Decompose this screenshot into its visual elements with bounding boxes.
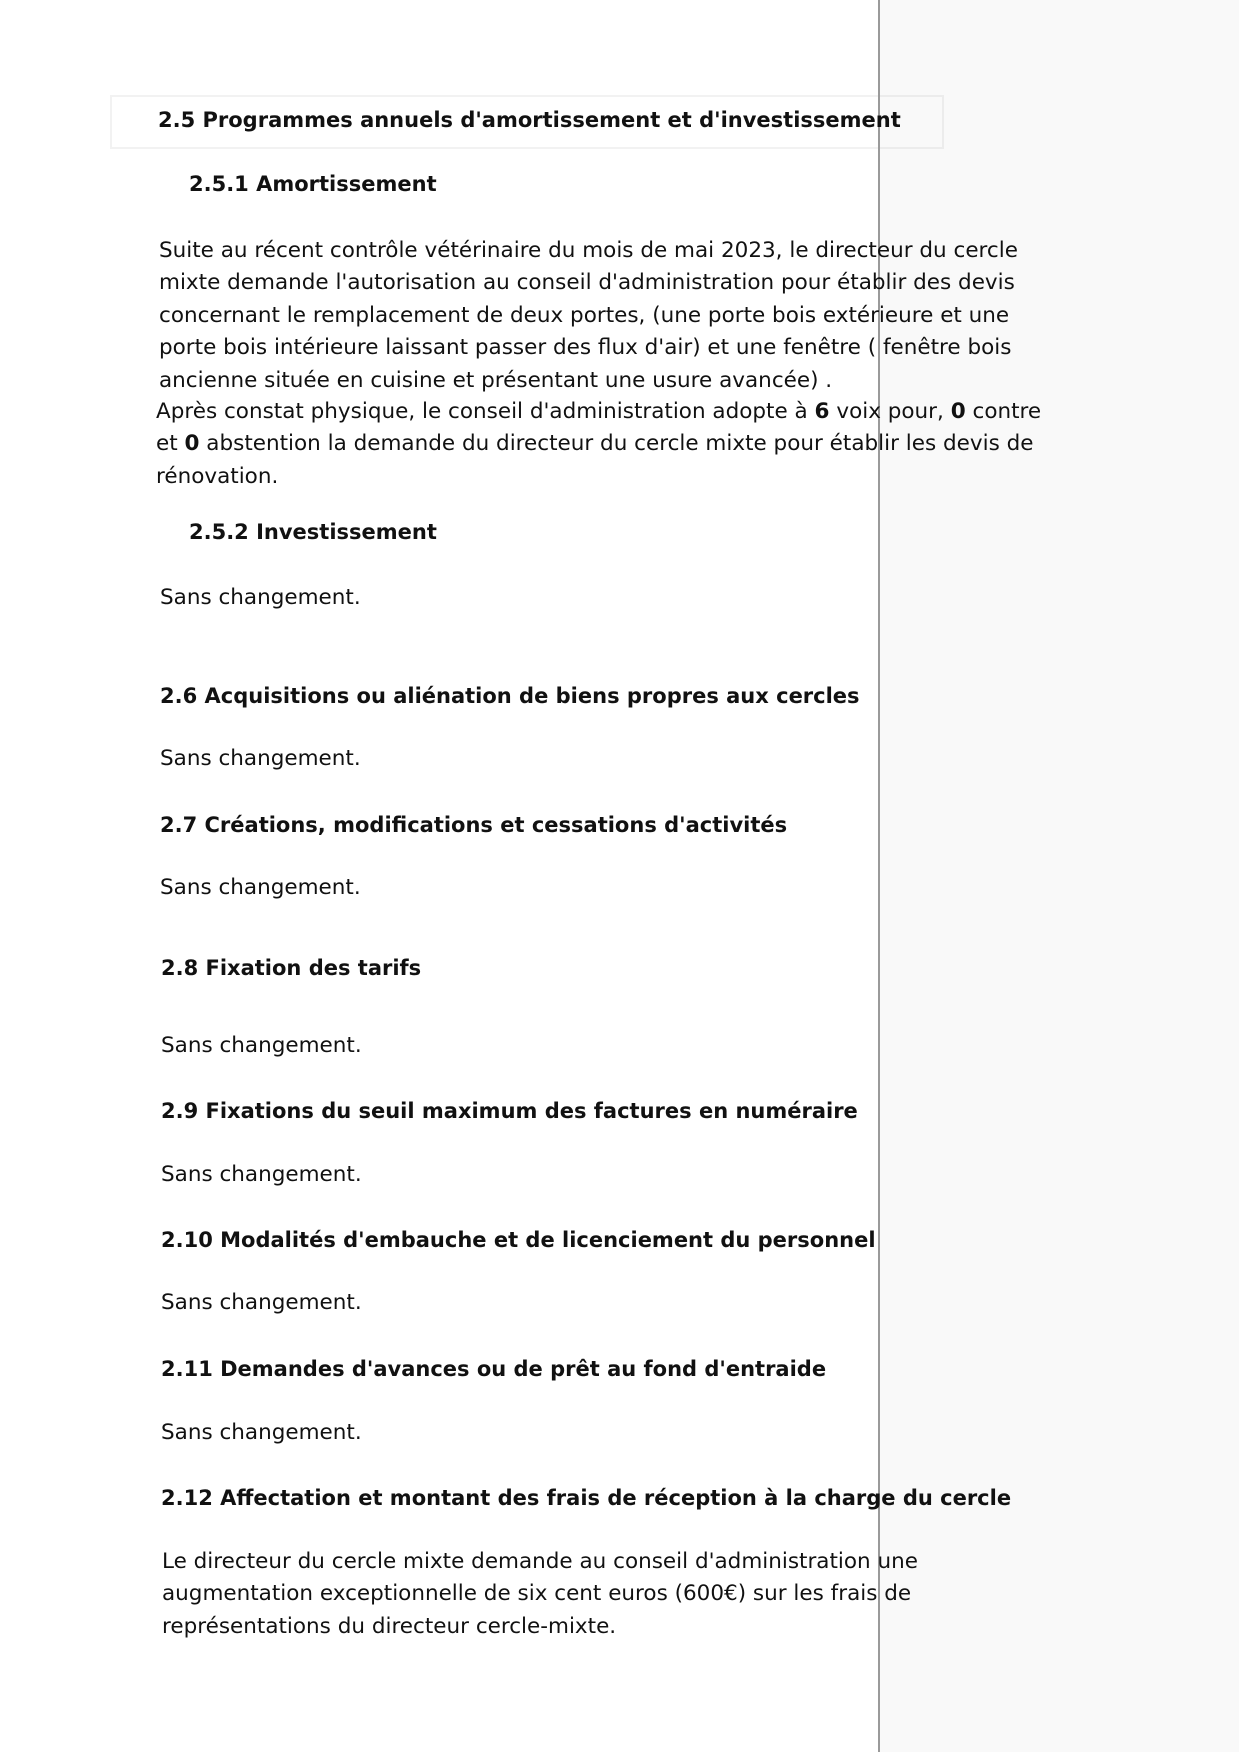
section-2-5-1-title: 2.5.1 Amortissement xyxy=(189,172,437,196)
section-2-5-2-body: Sans changement. xyxy=(160,585,361,610)
section-2-5-1-paragraph-1: Suite au récent contrôle vétérinaire du mois de mai 2023, le directeur du cercle mixte demande l'autorisation au conseil d'administration pour établir des devis concernant le remplacement de deux portes, (une porte bois extérieure et une porte bois intérieure laissant passer des flux d'air) et une fenêtre ( fenêtre bois ancienne située en cuisine et présentant une usure avancée) . xyxy=(159,238,1018,393)
section-2-10-body: Sans changement. xyxy=(161,1290,362,1315)
section-2-10-title: 2.10 Modalités d'embauche et de licenciement du personnel xyxy=(161,1228,876,1252)
section-2-8-title: 2.8 Fixation des tarifs xyxy=(161,956,422,980)
section-2-11-body: Sans changement. xyxy=(161,1420,362,1445)
section-2-7-title: 2.7 Créations, modifications et cessations d'activités xyxy=(160,813,788,837)
section-2-6-body: Sans changement. xyxy=(160,746,361,771)
votes-against: 0 xyxy=(950,399,966,424)
section-2-6-title: 2.6 Acquisitions ou aliénation de biens propres aux cercles xyxy=(160,684,860,708)
section-2-7-body: Sans changement. xyxy=(160,875,361,900)
section-2-12-body: Le directeur du cercle mixte demande au conseil d'administration une augmentation exceptionnelle de six cent euros (600€) sur les frais de représentations du directeur cercle-mixte. xyxy=(162,1549,918,1639)
votes-for: 6 xyxy=(814,399,830,424)
section-2-5-1-paragraph-2 xyxy=(156,396,1066,493)
vote-text-a: Après constat physique, le conseil d'administration adopte à xyxy=(156,399,815,424)
vote-text-b: voix pour, xyxy=(829,399,951,424)
section-2-5-2-title: 2.5.2 Investissement xyxy=(189,520,437,544)
vote-text-d: abstention la demande du directeur du cercle mixte pour établir les devis de rénovation. xyxy=(156,431,1034,489)
section-2-8-body: Sans changement. xyxy=(161,1033,362,1058)
votes-abstention: 0 xyxy=(184,431,200,457)
section-2-5-title: 2.5 Programmes annuels d'amortissement et d'investissement xyxy=(158,108,901,132)
section-2-9-body: Sans changement. xyxy=(161,1162,362,1187)
section-2-12-title: 2.12 Affectation et montant des frais de réception à la charge du cercle xyxy=(161,1486,1012,1510)
vote-text-c: contre et xyxy=(156,399,1042,457)
section-2-9-title: 2.9 Fixations du seuil maximum des factures en numéraire xyxy=(161,1099,858,1123)
section-2-11-title: 2.11 Demandes d'avances ou de prêt au fond d'entraide xyxy=(161,1357,827,1381)
